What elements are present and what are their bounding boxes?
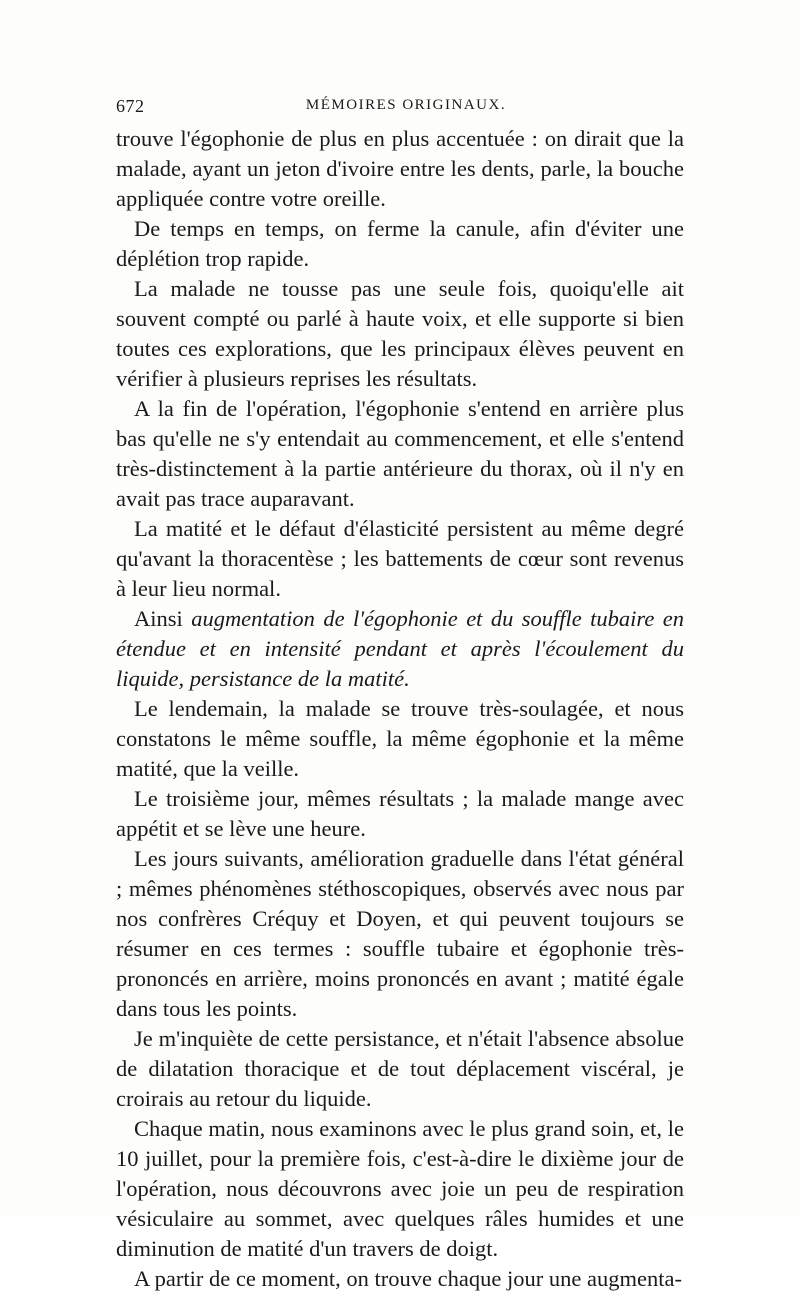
paragraph-8: Le troisième jour, mêmes résultats ; la malade mange avec appétit et se lève une heure. [116,786,684,841]
paragraph-3: La malade ne tousse pas une seule fois, quoiqu'elle ait souvent compté ou parlé à haute voix, et elle supporte si bien toutes ces explorations, que les principaux élèves peuvent en vérifier à plusieurs reprises les résultats. [116,276,684,391]
paragraph-6-italic: augmentation de l'égophonie et du souffle tubaire en étendue et en intensité pendant et après l'écoulement du liquide, persistance de la matité. [116,606,684,691]
paragraph-1: trouve l'égophonie de plus en plus accentuée : on dirait que la malade, ayant un jeton d'ivoire entre les dents, parle, la bouche appliquée contre votre oreille. [116,126,684,211]
paragraph-11: Chaque matin, nous examinons avec le plus grand soin, et, le 10 juillet, pour la première fois, c'est-à-dire le dixième jour de l'opération, nous découvrons avec joie un peu de respiration vésiculaire au sommet, avec quelques râles humides et une diminution de matité d'un travers de doigt. [116,1116,684,1261]
paragraph-7: Le lendemain, la malade se trouve très-soulagée, et nous constatons le même souffle, la même égophonie et la même matité, que la veille. [116,696,684,781]
paragraph-4: A la fin de l'opération, l'égophonie s'entend en arrière plus bas qu'elle ne s'y entendait au commencement, et elle s'entend très-distinctement à la partie antérieure du thorax, où il n'y en avait pas trace auparavant. [116,396,684,511]
paragraph-10: Je m'inquiète de cette persistance, et n'était l'absence absolue de dilatation thoracique et de tout déplacement viscéral, je croirais au retour du liquide. [116,1026,684,1111]
paragraph-9: Les jours suivants, amélioration graduelle dans l'état général ; mêmes phénomènes stéthoscopiques, observés avec nous par nos confrères Créquy et Doyen, et qui peuvent toujours se résumer en ces termes : souffle tubaire et égophonie très-prononcés en arrière, moins prononcés en avant ; matité égale dans tous les points. [116,846,684,1021]
paragraph-5: La matité et le défaut d'élasticité persistent au même degré qu'avant la thoracentèse ; les battements de cœur sont revenus à leur lieu normal. [116,516,684,601]
paragraph-6 [116,604,684,694]
page-header [116,96,696,120]
paragraph-12: A partir de ce moment, on trouve chaque jour une augmenta- [134,1266,682,1291]
body-text [116,124,684,1294]
page-number: 672 [116,96,145,116]
paragraph-6-prefix: Ainsi [134,606,192,631]
running-head: MÉMOIRES ORIGINAUX. [305,97,507,113]
paragraph-2: De temps en temps, on ferme la canule, afin d'éviter une déplétion trop rapide. [116,216,684,271]
